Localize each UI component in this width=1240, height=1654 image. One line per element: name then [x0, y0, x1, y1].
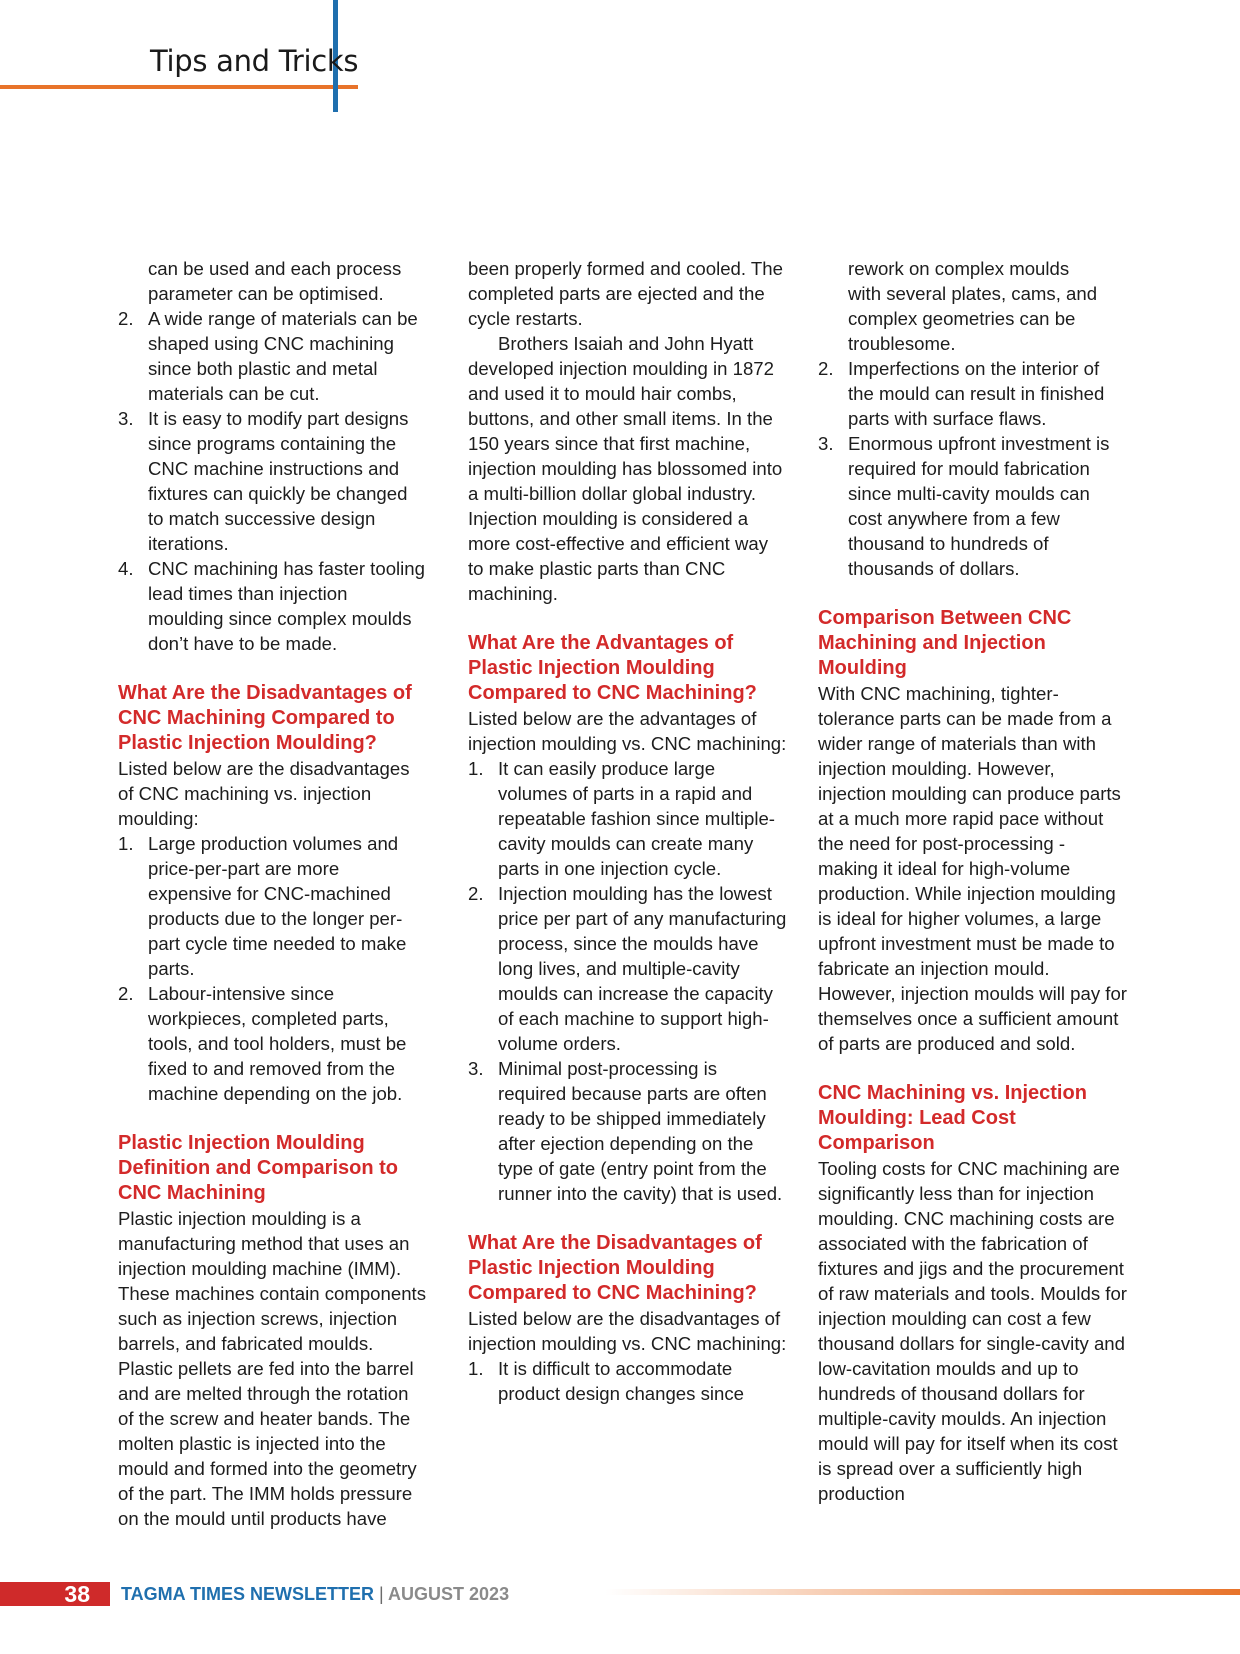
section-title: Tips and Tricks: [150, 44, 359, 78]
article-column-3: [818, 256, 1128, 1506]
continued-line: with several plates, cams, and: [848, 283, 1098, 304]
paragraph: Brothers Isaiah and John Hyatt developed injection moulding in 1872 and used it to mould hair combs, buttons, and other small items. In the 150 years since that first machine, injection moulding has blossomed into a multi-billion dollar global industry. Injection moulding is considered a more cost-effective and efficient way to make plastic parts than CNC machining.: [468, 333, 783, 604]
list-item: 3. Enormous upfront investment is required for mould fabrication since multi-cavity moulds can cost anywhere from a few thousand to hundreds of thousands of dollars.: [818, 433, 1110, 579]
heading-cnc-disadvantages: What Are the Disadvantages of CNC Machining Compared to Plastic Injection Moulding?: [118, 682, 412, 754]
list-item: 2. Injection moulding has the lowest price per part of any manufacturing process, since the moulds have long lives, and multiple-cavity moulds can increase the capacity of each machine to support high-volume orders.: [468, 883, 787, 1054]
list-item: 4. CNC machining has faster tooling lead times than injection moulding since complex moulds don’t have to be made.: [118, 558, 425, 654]
publication-name: TAGMA TIMES NEWSLETTER: [121, 1584, 374, 1604]
injection-disadvantages-list-cont: [818, 356, 1128, 581]
list-item: 2. Labour-intensive since workpieces, completed parts, tools, and tool holders, must be fixed to and removed from the machine depending on the job.: [118, 983, 407, 1104]
article-column-1: [118, 256, 428, 1531]
injection-disadvantages-list: [468, 1356, 788, 1406]
continued-line: can be used and each process: [148, 258, 402, 279]
paragraph: Listed below are the disadvantages of injection moulding vs. CNC machining:: [468, 1308, 787, 1354]
continued-line: parameter can be optimised.: [148, 283, 384, 304]
heading-injection-disadvantages: What Are the Disadvantages of Plastic Injection Moulding Compared to CNC Machining?: [468, 1232, 762, 1304]
list-item: 2. A wide range of materials can be shaped using CNC machining since both plastic and metal materials can be cut.: [118, 308, 418, 404]
paragraph: Plastic injection moulding is a manufacturing method that uses an injection moulding machine (IMM). These machines contain components such as injection screws, injection barrels, and fabricated moulds. Plastic pellets are fed into the barrel and are melted through the rotation of the screw and heater bands. The molten plastic is injected into the mould and formed into the geometry of the part. The IMM holds pressure on the mould until products have: [118, 1208, 427, 1529]
article-column-2: [468, 256, 788, 1406]
list-item: 1. Large production volumes and price-per-part are more expensive for CNC-machined products due to the longer per-part cycle time needed to make parts.: [118, 833, 407, 979]
footer-gradient-rule: [605, 1589, 1240, 1595]
continued-line: rework on complex moulds: [848, 258, 1070, 279]
continued-line: troublesome.: [848, 333, 956, 354]
heading-injection-advantages: What Are the Advantages of Plastic Injection Moulding Compared to CNC Machining?: [468, 632, 757, 704]
page-number: 38: [64, 1581, 90, 1607]
list-item: 1. It is difficult to accommodate product design changes since: [468, 1358, 745, 1404]
continued-line: complex geometries can be: [848, 308, 1076, 329]
paragraph: Listed below are the advantages of injection moulding vs. CNC machining:: [468, 708, 787, 754]
injection-advantages-list: [468, 756, 788, 1206]
list-item: 3. Minimal post-processing is required because parts are often ready to be shipped immediately after ejection depending on the type of gate (entry point from the runner into the cavity) that is used.: [468, 1058, 783, 1204]
paragraph: With CNC machining, tighter-tolerance parts can be made from a wider range of materials than with injection moulding. However, injection moulding can produce parts at a much more rapid pace without the need for post-processing - making it ideal for high-volume production. While injection moulding is ideal for higher volumes, a large upfront investment must be made to fabricate an injection mould. However, injection moulds will pay for themselves once a sufficient amount of parts are produced and sold.: [818, 683, 1127, 1054]
issue-date: AUGUST 2023: [388, 1584, 510, 1604]
heading-lead-cost: CNC Machining vs. Injection Moulding: Lead Cost Comparison: [818, 1082, 1087, 1154]
heading-comparison: Comparison Between CNC Machining and Injection Moulding: [818, 607, 1072, 679]
footer-separator: |: [379, 1584, 384, 1604]
cnc-disadvantages-list: [118, 831, 428, 1106]
paragraph: been properly formed and cooled. The completed parts are ejected and the cycle restarts.: [468, 258, 783, 329]
heading-injection-definition: Plastic Injection Moulding Definition and Comparison to CNC Machining: [118, 1132, 398, 1204]
paragraph: Listed below are the disadvantages of CNC machining vs. injection moulding:: [118, 758, 410, 829]
cnc-advantages-list: [118, 306, 428, 656]
footer-credit: [121, 1583, 509, 1605]
paragraph: Tooling costs for CNC machining are significantly less than for injection moulding. CNC machining costs are associated with the fabrication of fixtures and jigs and the procurement of raw materials and tools. Moulds for injection moulding can cost a few thousand dollars for single-cavity and low-cavitation moulds and up to hundreds of thousand dollars for multiple-cavity moulds. An injection mould will pay for itself when its cost is spread over a sufficiently high production: [818, 1158, 1127, 1504]
list-item: 1. It can easily produce large volumes of parts in a rapid and repeatable fashion since multiple-cavity moulds can create many parts in one injection cycle.: [468, 758, 775, 879]
list-item: 2. Imperfections on the interior of the mould can result in finished parts with surface flaws.: [818, 358, 1105, 429]
header-orange-rule: [0, 85, 358, 89]
list-item: 3. It is easy to modify part designs since programs containing the CNC machine instructions and fixtures can quickly be changed to match successive design iterations.: [118, 408, 409, 554]
